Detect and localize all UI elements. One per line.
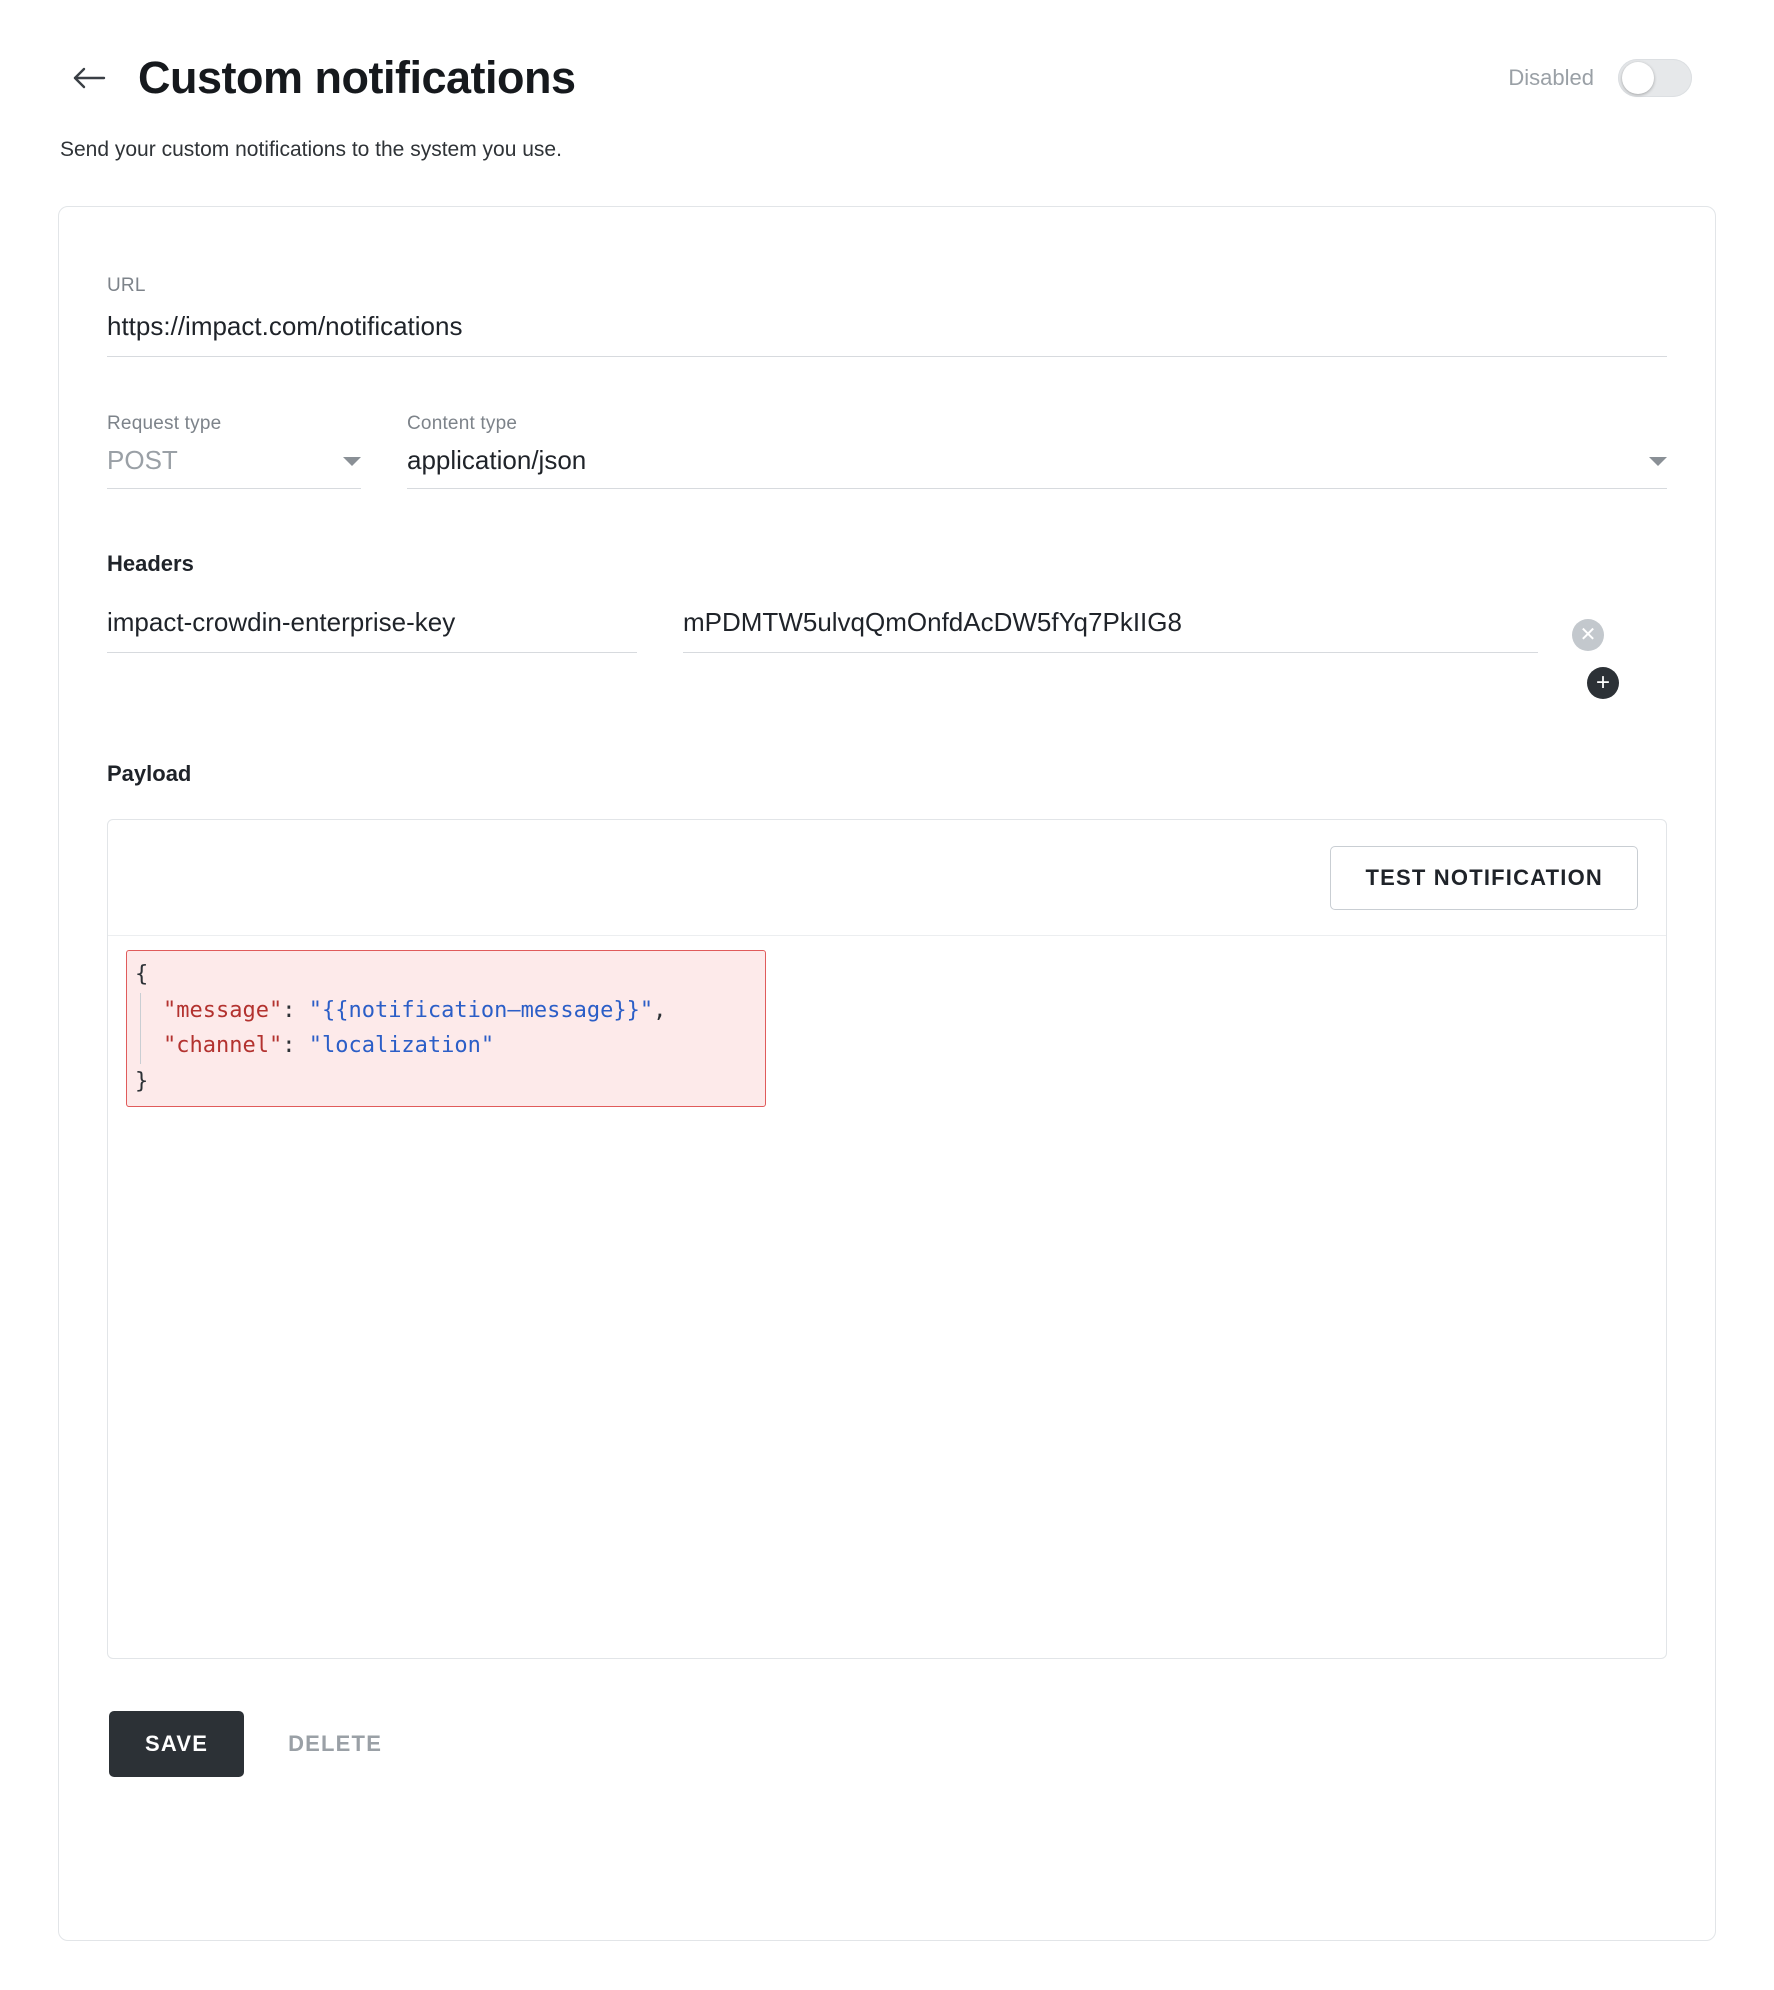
enable-toggle-group xyxy=(1508,59,1716,97)
content-type-label: Content type xyxy=(407,413,518,434)
chevron-down-icon xyxy=(1649,457,1667,466)
url-input[interactable]: https://impact.com/notifications xyxy=(107,297,1667,357)
page-title: Custom notifications xyxy=(138,52,576,103)
settings-card xyxy=(58,206,1716,1941)
payload-code[interactable] xyxy=(108,936,1666,1107)
header-value-input[interactable]: mPDMTW5ulvqQmOnfdAcDW5fYq7PkIIG8 xyxy=(683,607,1538,653)
code-comma-1: , xyxy=(653,997,667,1023)
code-line-4: } xyxy=(135,1068,149,1094)
header-key-input[interactable]: impact-crowdin-enterprise-key xyxy=(107,607,637,653)
content-type-select[interactable] xyxy=(407,445,1667,489)
code-sep-2: : xyxy=(282,1033,309,1059)
arrow-left-icon[interactable] xyxy=(66,55,112,101)
url-label: URL xyxy=(107,275,146,296)
chevron-down-icon xyxy=(343,457,361,466)
payload-toolbar xyxy=(108,820,1666,936)
headers-label: Headers xyxy=(107,551,194,576)
code-sep-1: : xyxy=(282,997,309,1023)
content-type-value: application/json xyxy=(407,445,587,475)
code-line-3 xyxy=(140,1028,755,1064)
request-type-label: Request type xyxy=(107,413,222,434)
plus-circle-icon[interactable]: + xyxy=(1587,667,1619,699)
request-type-select[interactable] xyxy=(107,445,361,489)
code-value-channel: "localization" xyxy=(308,1033,495,1059)
close-circle-icon[interactable]: ✕ xyxy=(1572,619,1604,651)
page-header xyxy=(58,0,1716,104)
page-subtitle: Send your custom notifications to the system you use. xyxy=(60,138,562,161)
table-row xyxy=(107,607,1667,653)
content-type-group xyxy=(407,413,1667,489)
toggle-state-label: Disabled xyxy=(1508,65,1594,90)
url-field-group xyxy=(107,275,1667,357)
toggle-knob xyxy=(1622,62,1654,94)
code-key-message: "message" xyxy=(163,997,283,1023)
payload-error-highlight xyxy=(126,950,766,1107)
code-line-1: { xyxy=(135,962,149,987)
test-notification-button[interactable]: TEST NOTIFICATION xyxy=(1330,846,1638,910)
delete-button[interactable]: DELETE xyxy=(288,1731,383,1756)
form-actions xyxy=(107,1711,1667,1777)
enable-toggle[interactable] xyxy=(1618,59,1692,97)
code-key-channel: "channel" xyxy=(163,1033,283,1059)
payload-label: Payload xyxy=(107,761,192,786)
request-type-value: POST xyxy=(107,445,178,475)
code-value-message: "{{notification–message}}" xyxy=(308,997,654,1023)
request-content-row xyxy=(107,413,1667,489)
save-button[interactable]: SAVE xyxy=(109,1711,244,1777)
payload-editor[interactable] xyxy=(107,819,1667,1659)
request-type-group xyxy=(107,413,361,489)
code-line-2 xyxy=(140,993,755,1029)
add-header-row xyxy=(107,653,1667,699)
